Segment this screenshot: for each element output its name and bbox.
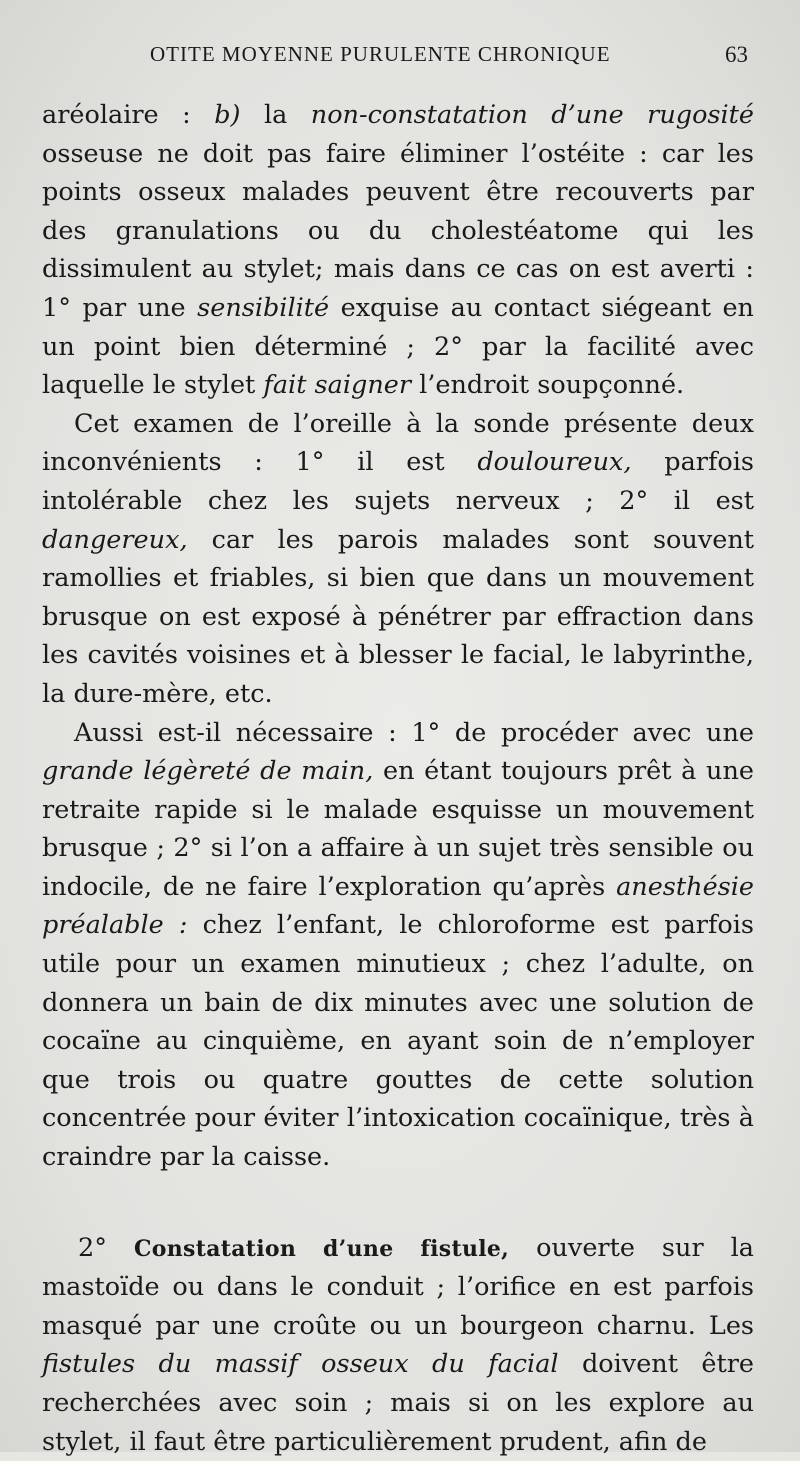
- text-run: Aussi est-il nécessaire : 1° de procéder avec une: [74, 717, 754, 748]
- page-number: 63: [725, 42, 748, 67]
- text-run: parfois intolérable chez les sujets nerveux ; 2° il est: [42, 447, 755, 516]
- text-run: osseuse ne doit pas faire éliminer l’ostéite : car les points osseux malades peuvent être recouverts par des granulations ou du cholestéatome qui les dissimulent au stylet; mais dans ce cas on est averti : 1° par une: [42, 138, 754, 323]
- paragraph: [42, 714, 754, 1177]
- italic-run: douloureux,: [477, 447, 632, 478]
- italic-run: fistules du massif osseux du facial: [42, 1349, 559, 1380]
- text-run: la: [240, 100, 311, 130]
- text-run: Cet examen de l’oreille à la sonde présente deux inconvénients : 1° il est: [42, 408, 754, 478]
- paragraph: [42, 96, 754, 405]
- italic-run: b): [214, 100, 241, 130]
- page-header: [150, 42, 760, 74]
- text-run: exquise au contact siégeant en un point bien déterminé ; 2° par la facilité avec laquelle le stylet: [42, 292, 754, 401]
- running-head: OTITE MOYENNE PURULENTE CHRONIQUE: [150, 42, 611, 66]
- text-run: l’endroit soupçonné.: [411, 370, 685, 401]
- italic-run: grande légèreté de main,: [42, 756, 374, 787]
- text-run: en étant toujours prêt à une retraite rapide si le malade esquisse un mouvement brusque ; 2° si l’on a affaire à un sujet très sensible ou indocile, de ne faire l’exploration qu’après: [42, 756, 754, 902]
- section-number: 2°: [78, 1232, 134, 1263]
- section-paragraph: [42, 1229, 754, 1461]
- paragraph: [42, 405, 754, 714]
- body-text: [42, 96, 754, 1461]
- text-run: doivent être recherchées avec soin ; mais si on les explore au stylet, il faut être particulièrement prudent, afin de: [42, 1349, 754, 1457]
- text-run: car les parois malades sont souvent ramollies et friables, si bien que dans un mouvement brusque on est exposé à pénétrer par effraction dans les cavités voisines et à blesser le facial, le labyrinthe, la dure-mère, etc.: [42, 524, 754, 709]
- italic-run: dangereux,: [42, 524, 188, 555]
- text-run: aréolaire :: [42, 100, 215, 130]
- italic-run: anesthésie préalable :: [42, 871, 754, 941]
- text-run: chez l’enfant, le chloroforme est parfois utile pour un examen minutieux ; chez l’adulte, on donnera un bain de dix minutes avec une solution de cocaïne au cinquième, en ayant soin de n’employer que trois ou quatre gouttes de cette solution concentrée pour éviter l’intoxication cocaïnique, très à craindre par la caisse.: [42, 910, 755, 1173]
- section-heading: Constatation d’une fistule,: [133, 1235, 510, 1262]
- italic-run: non-constatation d’une rugosité: [310, 100, 755, 130]
- italic-run: fait saigner: [263, 370, 412, 401]
- italic-run: sensibilité: [197, 292, 330, 323]
- text-run: ouverte sur la mastoïde ou dans le conduit ; l’orifice en est parfois masqué par une croûte ou un bourgeon charnu. Les: [42, 1232, 754, 1341]
